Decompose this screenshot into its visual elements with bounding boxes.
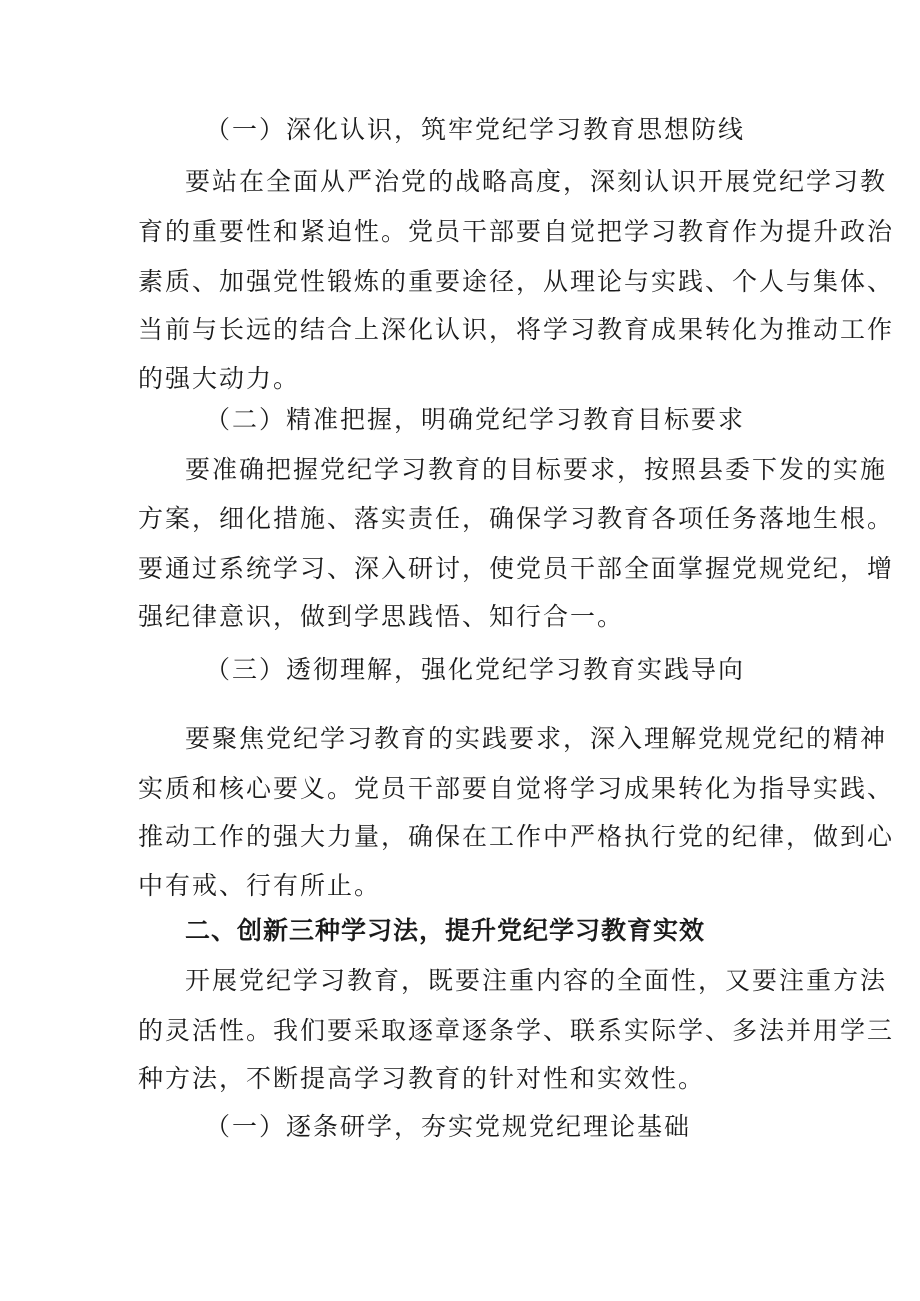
subheading-3: （三）透彻理解，强化党纪学习教育实践导向: [205, 655, 746, 684]
paragraph-1-line-3: 素质、加强党性锻炼的重要途径，从理论与实践、个人与集体、: [138, 267, 895, 296]
paragraph-2-line-2: 方案，细化措施、落实责任，确保学习教育各项任务落地生根。: [138, 504, 895, 533]
paragraph-2-line-1: 要准确把握党纪学习教育的目标要求，按照县委下发的实施: [185, 455, 888, 484]
subheading-4: （一）逐条研学，夯实党规党纪理论基础: [205, 1112, 692, 1141]
paragraph-3-line-4: 中有戒、行有所止。: [138, 871, 382, 900]
subheading-2: （二）精准把握，明确党纪学习教育目标要求: [205, 405, 746, 434]
paragraph-1-line-2: 育的重要性和紧迫性。党员干部要自觉把学习教育作为提升政治: [138, 217, 895, 246]
section-heading-2: 二、创新三种学习法，提升党纪学习教育实效: [185, 916, 706, 945]
paragraph-4-line-3: 种方法，不断提高学习教育的针对性和实效性。: [138, 1064, 706, 1093]
paragraph-1-line-4: 当前与长远的结合上深化认识，将学习教育成果转化为推动工作: [138, 315, 895, 344]
paragraph-3-line-2: 实质和核心要义。党员干部要自觉将学习成果转化为指导实践、: [138, 774, 895, 803]
paragraph-4-line-1: 开展党纪学习教育，既要注重内容的全面性，又要注重方法: [185, 966, 888, 995]
paragraph-4-line-2: 的灵活性。我们要采取逐章逐条学、联系实际学、多法并用学三: [138, 1016, 895, 1045]
paragraph-2-line-4: 强纪律意识，做到学思践悟、知行合一。: [138, 602, 625, 631]
paragraph-2-line-3: 要通过系统学习、深入研讨，使党员干部全面掌握党规党纪，增: [138, 554, 895, 583]
paragraph-3-line-3: 推动工作的强大力量，确保在工作中严格执行党的纪律，做到心: [138, 822, 895, 851]
subheading-1: （一）深化认识，筑牢党纪学习教育思想防线: [205, 115, 746, 144]
paragraph-3-line-1: 要聚焦党纪学习教育的实践要求，深入理解党规党纪的精神: [185, 724, 888, 753]
paragraph-1-line-5: 的强大动力。: [138, 364, 301, 393]
paragraph-1-line-1: 要站在全面从严治党的战略高度，深刻认识开展党纪学习教: [185, 167, 888, 196]
